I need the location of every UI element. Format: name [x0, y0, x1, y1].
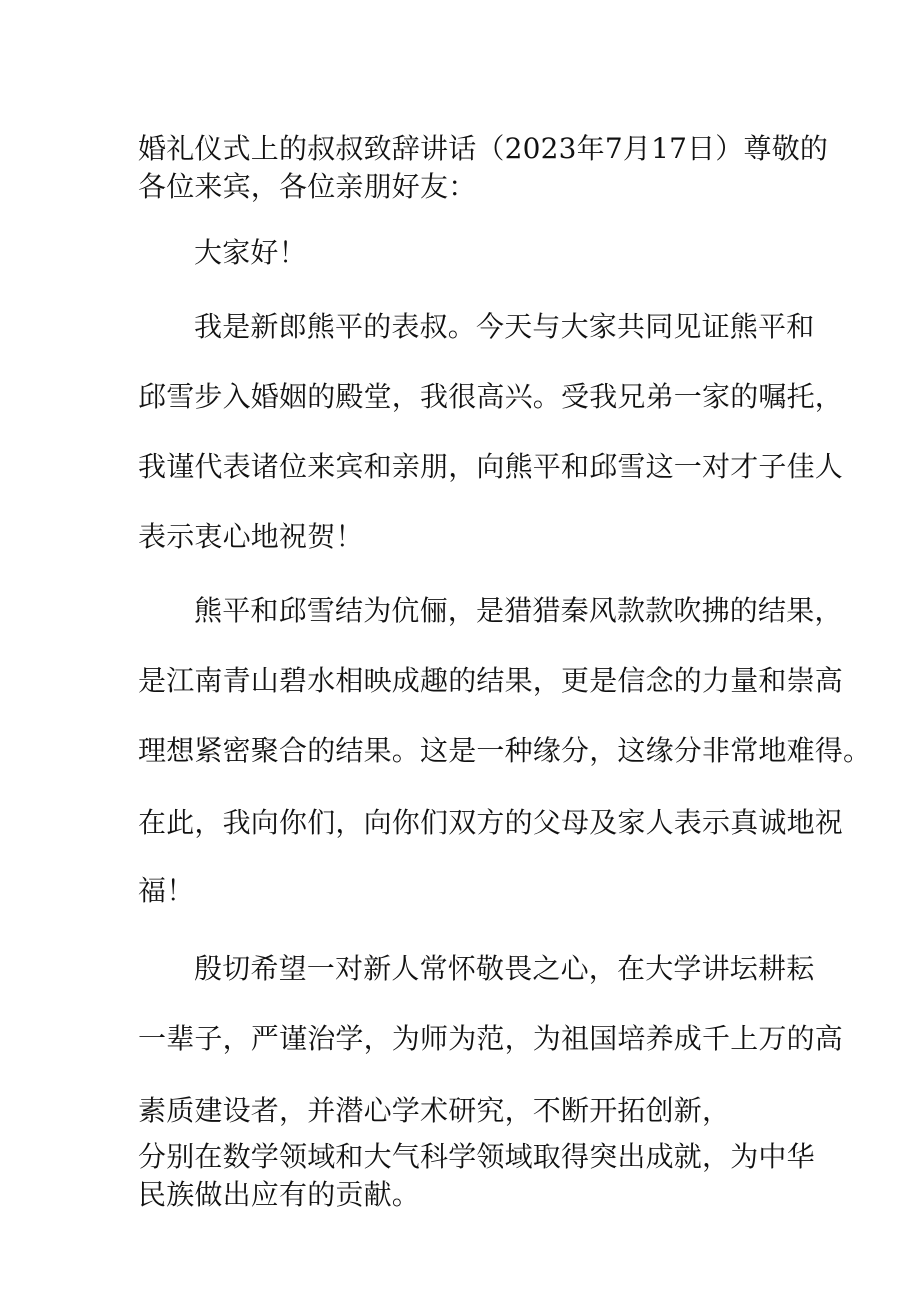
paragraph-line: 在此，我向你们，向你们双方的父母及家人表示真诚地祝 — [138, 806, 844, 839]
title-line: 婚礼仪式上的叔叔致辞讲话（2023年7月17日）尊敬的 — [138, 132, 829, 165]
paragraph-line: 福！ — [138, 874, 195, 907]
paragraph-line: 我谨代表诸位来宾和亲朋，向熊平和邱雪这一对才子佳人 — [138, 450, 844, 483]
paragraph-line: 是江南青山碧水相映成趣的结果，更是信念的力量和崇高 — [138, 664, 844, 697]
paragraph-line: 分别在数学领域和大气科学领域取得突出成就，为中华 — [138, 1140, 815, 1173]
salutation-line: 各位来宾，各位亲朋好友： — [138, 170, 477, 203]
greeting-line: 大家好！ — [194, 236, 307, 269]
paragraph-line: 理想紧密聚合的结果。这是一种缘分，这缘分非常地难得。 — [138, 734, 872, 767]
paragraph-line: 邱雪步入婚姻的殿堂，我很高兴。受我兄弟一家的嘱托， — [138, 380, 844, 413]
paragraph-line: 殷切希望一对新人常怀敬畏之心，在大学讲坛耕耘 — [194, 952, 815, 985]
paragraph-line: 民族做出应有的贡献。 — [138, 1178, 421, 1211]
paragraph-line: 一辈子，严谨治学，为师为范，为祖国培养成千上万的高 — [138, 1022, 844, 1055]
paragraph-line: 素质建设者，并潜心学术研究，不断开拓创新， — [138, 1094, 731, 1127]
paragraph-line: 熊平和邱雪结为伉俪，是猎猎秦风款款吹拂的结果， — [194, 594, 843, 627]
paragraph-line: 表示衷心地祝贺！ — [138, 520, 364, 553]
paragraph-line: 我是新郎熊平的表叔。今天与大家共同见证熊平和 — [194, 310, 815, 343]
